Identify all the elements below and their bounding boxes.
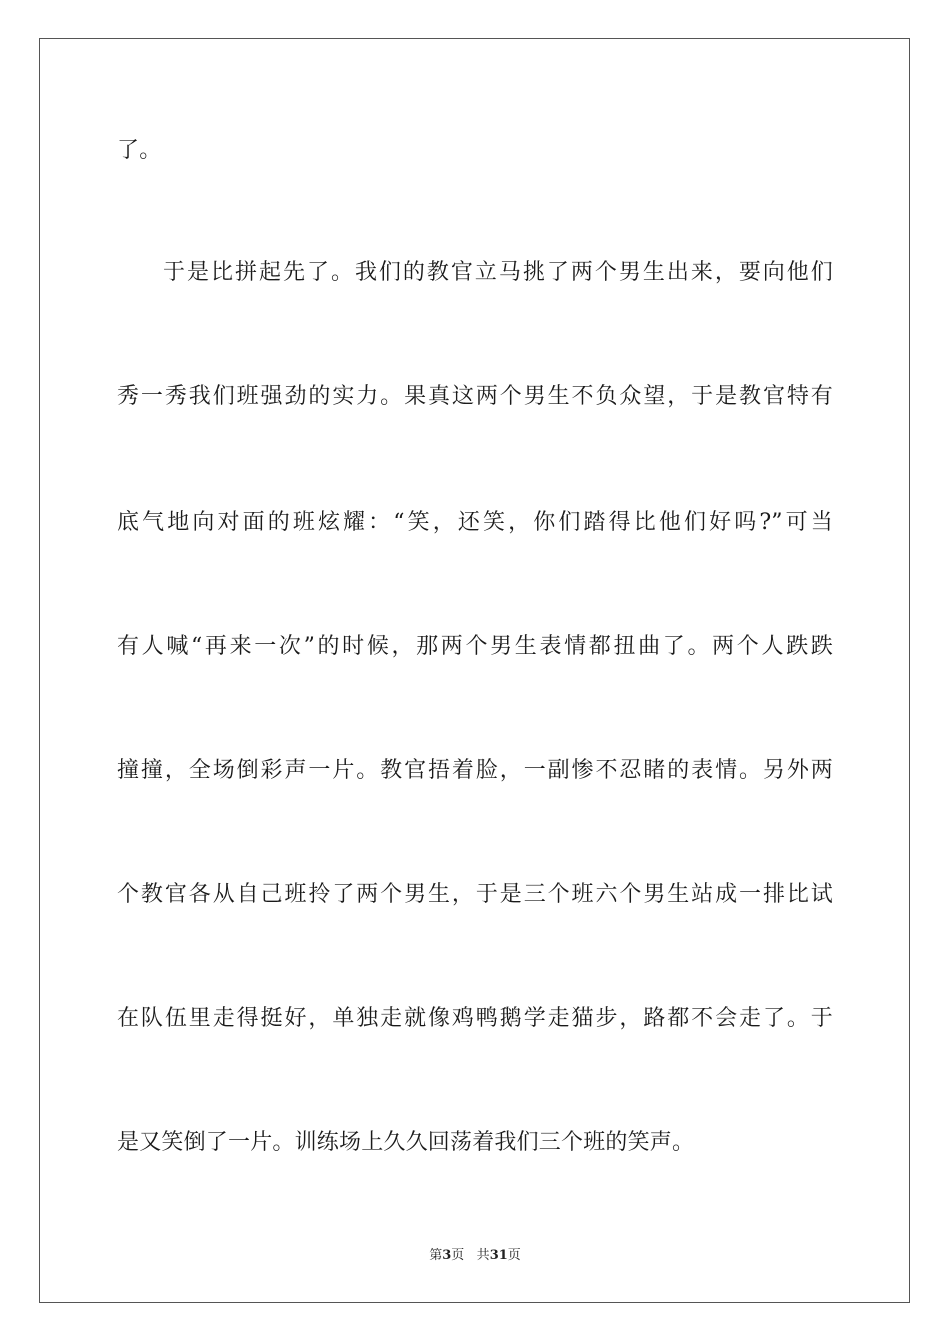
page-prefix: 第: [429, 1248, 443, 1263]
page-number: 3: [442, 1248, 452, 1263]
page-border: [39, 38, 910, 1303]
page-suffix: 页: [451, 1248, 465, 1263]
text-line-5: 有人喊“再来一次”的时候，那两个男生表情都扭曲了。两个人跌跌: [117, 634, 833, 659]
text-line-8: 在队伍里走得挺好，单独走就像鸡鸭鹅学走猫步，路都不会走了。于: [117, 1006, 833, 1031]
page-footer: [0, 1247, 950, 1265]
text-line-1: 了。: [117, 138, 162, 163]
text-line-3: 秀一秀我们班强劲的实力。果真这两个男生不负众望，于是教官特有: [117, 384, 833, 409]
text-line-4: 底气地向对面的班炫耀：“笑，还笑，你们踏得比他们好吗?”可当: [117, 510, 833, 535]
total-suffix: 页: [507, 1248, 521, 1263]
total-pages: 31: [489, 1248, 508, 1263]
text-line-9: 是又笑倒了一片。训练场上久久回荡着我们三个班的笑声。: [117, 1130, 695, 1155]
total-prefix: 共: [476, 1248, 490, 1263]
text-line-2: 于是比拼起先了。我们的教官立马挑了两个男生出来，要向他们: [163, 260, 833, 285]
text-line-7: 个教官各从自己班拎了两个男生，于是三个班六个男生站成一排比试: [117, 882, 833, 907]
text-line-6: 撞撞，全场倒彩声一片。教官捂着脸，一副惨不忍睹的表情。另外两: [117, 758, 833, 783]
